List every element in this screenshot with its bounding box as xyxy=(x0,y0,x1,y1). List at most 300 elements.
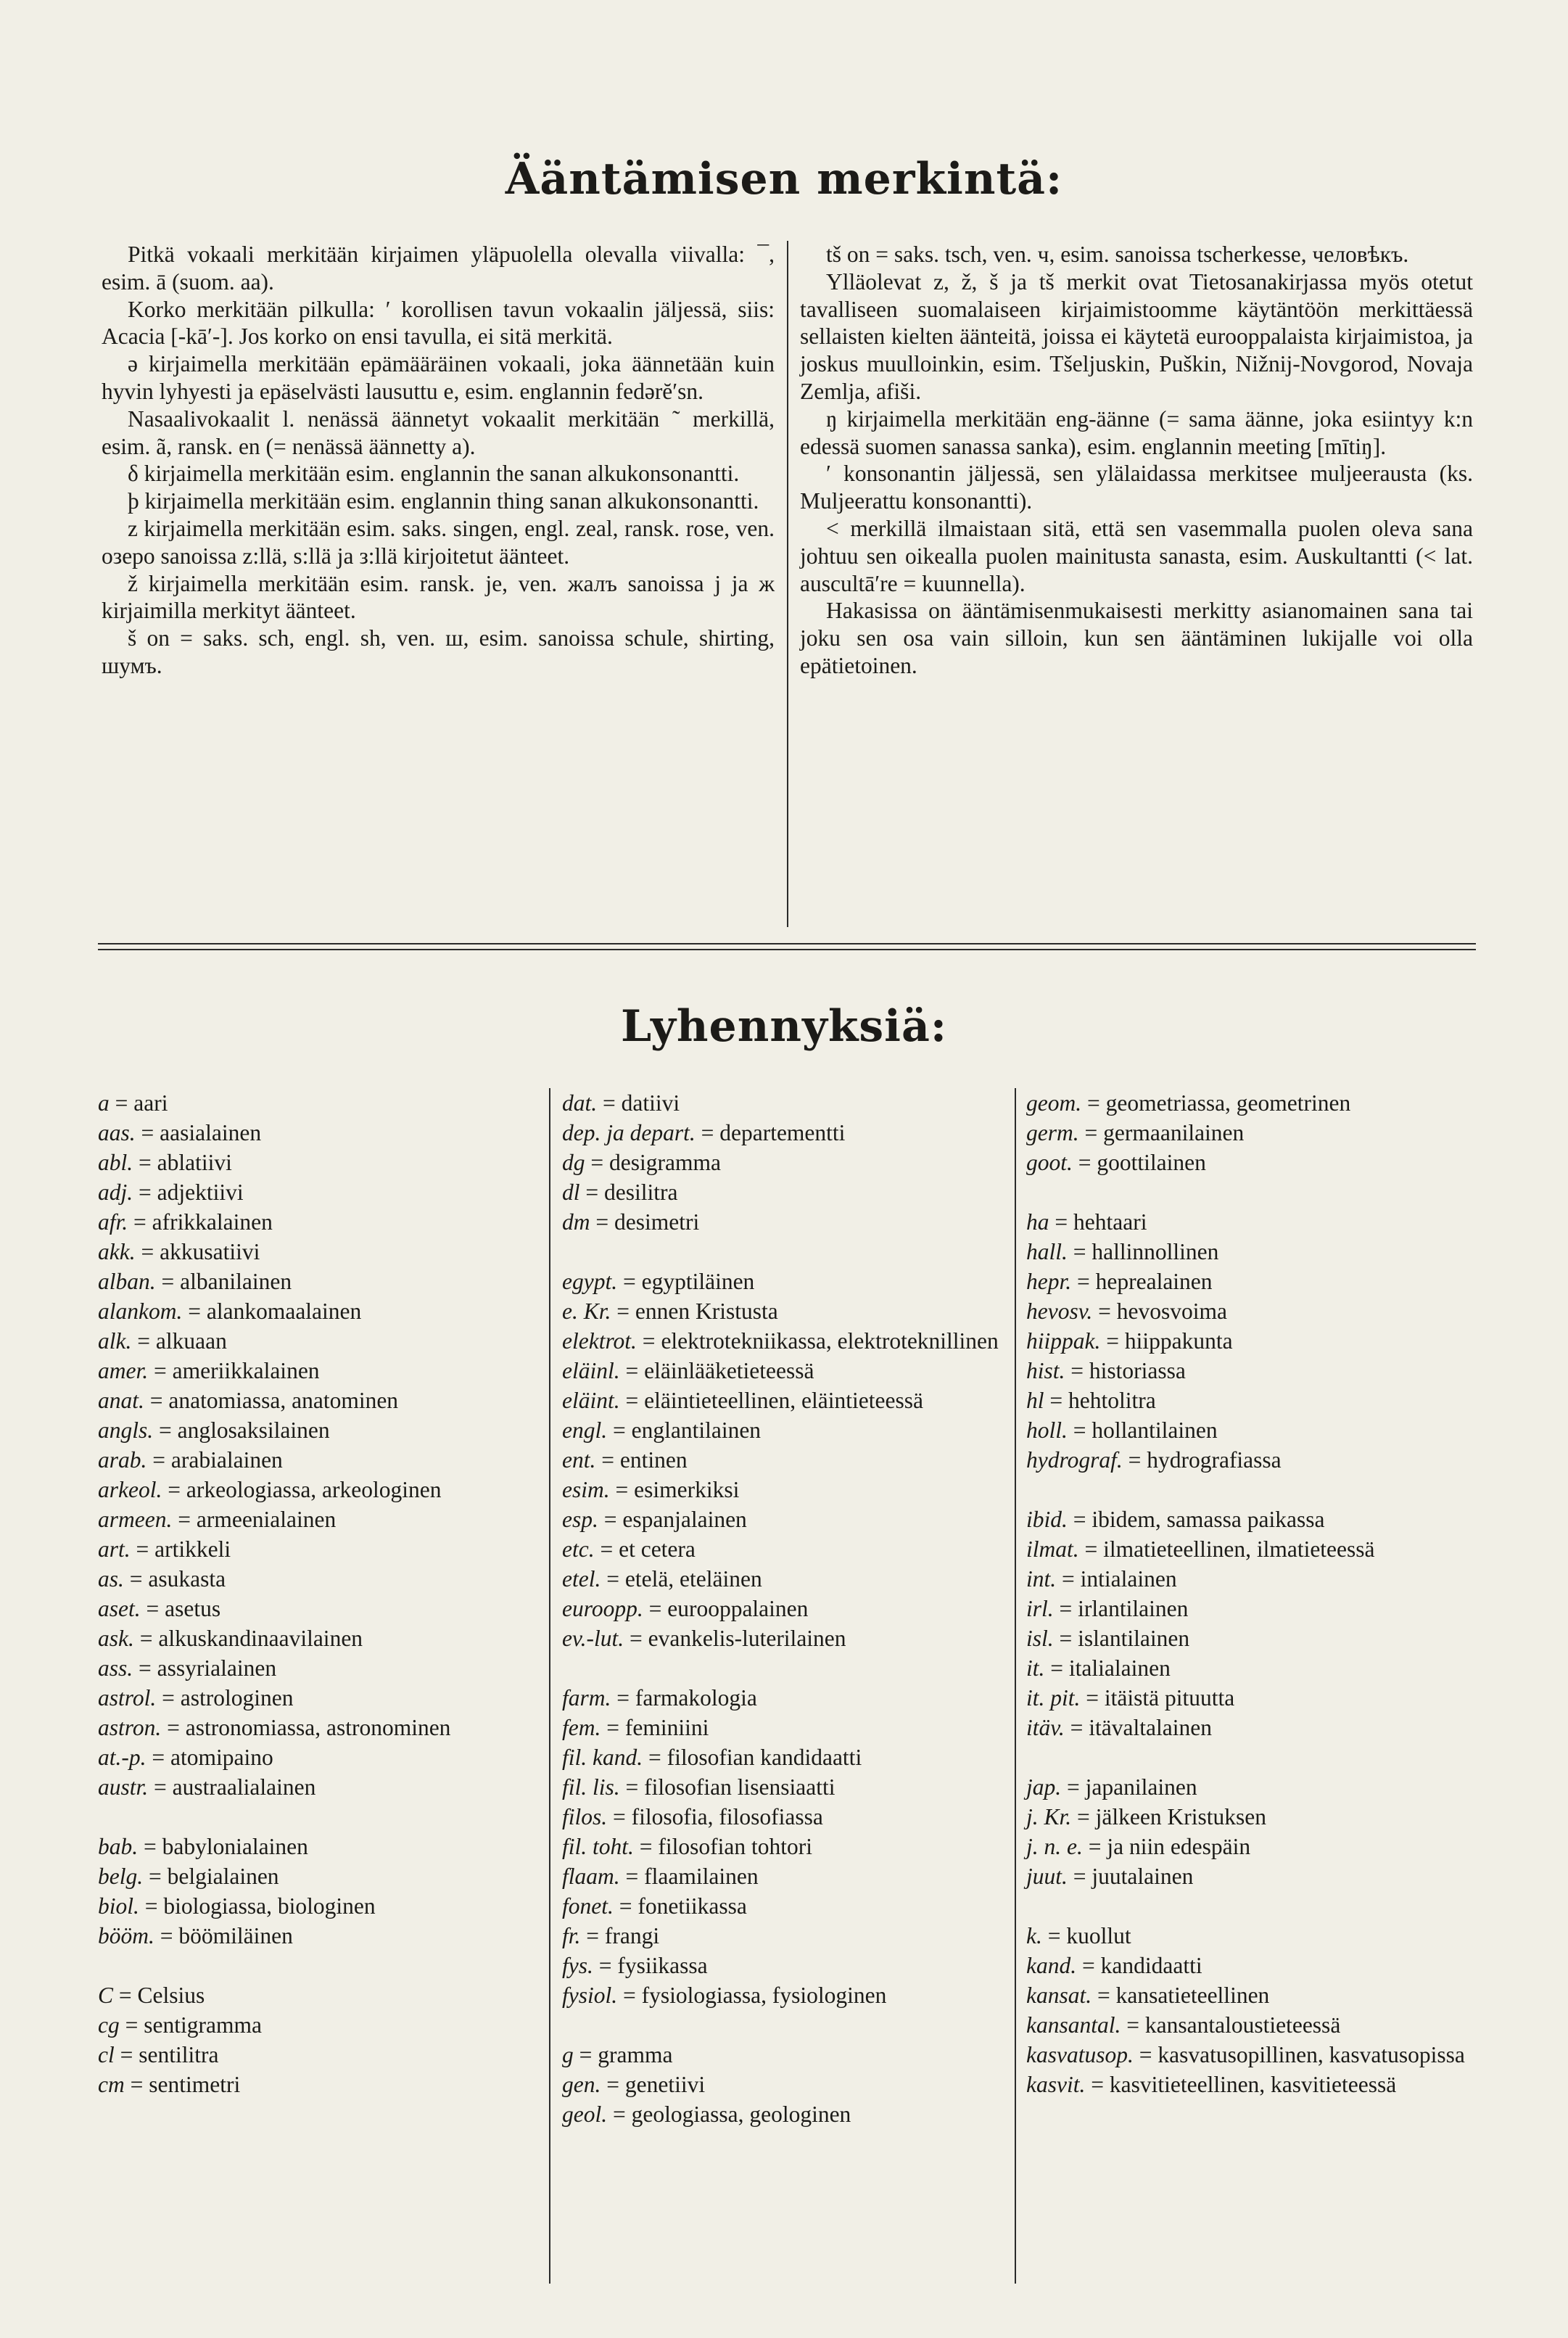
abbreviation-meaning: assyrialainen xyxy=(157,1655,277,1681)
abbreviation-meaning: hollantilainen xyxy=(1092,1417,1218,1443)
abbreviation: e. Kr. xyxy=(562,1298,611,1324)
abbreviation: kasvit. xyxy=(1026,2072,1086,2097)
abbreviation: ask. xyxy=(98,1626,134,1651)
abbreviation-meaning: kasvatusopillinen, kasvatusopissa xyxy=(1158,2042,1465,2067)
abbreviation: k. xyxy=(1026,1923,1042,1948)
abbreviation: juut. xyxy=(1026,1864,1068,1889)
equals-sign: = xyxy=(1092,1298,1117,1324)
abbreviation-meaning: filosofian tohtori xyxy=(658,1834,813,1859)
abbreviation-entry xyxy=(1026,1534,1476,1564)
abbreviation-entry xyxy=(1026,1326,1476,1356)
equals-sign: = xyxy=(1044,1388,1069,1413)
abbreviation: dm xyxy=(562,1209,590,1235)
equals-sign: = xyxy=(619,1358,645,1383)
abbreviation-meaning: atomipaino xyxy=(170,1745,273,1770)
abbreviation: astrol. xyxy=(98,1685,157,1711)
paragraph: Korko merkitään pilkulla: ′ korollisen tavun vokaalin jäljessä, siis: Acacia [-kā′-]. Jos korko on ensi tavulla, ei sitä merkitä. xyxy=(102,296,775,350)
abbreviation-entry xyxy=(1026,1832,1476,1861)
group-gap xyxy=(1026,1742,1476,1772)
abbreviation: ev.-lut. xyxy=(562,1626,624,1651)
equals-sign: = xyxy=(1044,1655,1069,1681)
abbreviation-meaning: itäistä pituutta xyxy=(1104,1685,1235,1711)
abbreviation-meaning: entinen xyxy=(619,1447,688,1473)
equals-sign: = xyxy=(128,1209,152,1235)
equals-sign: = xyxy=(643,1745,667,1770)
abbreviation-entry xyxy=(98,2070,533,2099)
abbreviation: kand. xyxy=(1026,1953,1077,1978)
abbreviation-entry xyxy=(1026,1356,1476,1386)
equals-sign: = xyxy=(607,1417,632,1443)
paragraph: ž kirjaimella merkitään esim. ransk. je, ven. жалъ sanoissa j ja ж kirjaimilla merkityt äänteet. xyxy=(102,570,775,624)
abbreviation-meaning: ablatiivi xyxy=(157,1150,232,1175)
equals-sign: = xyxy=(1121,2012,1145,2038)
abbreviation: gen. xyxy=(562,2072,601,2097)
abbreviation-meaning: armeenialainen xyxy=(196,1507,337,1532)
abbreviation-entry xyxy=(562,1356,1012,1386)
abbreviation-entry xyxy=(98,1861,533,1891)
abbreviation-meaning: alkuskandinaavilainen xyxy=(158,1626,363,1651)
abbreviation-meaning: kandidaatti xyxy=(1100,1953,1202,1978)
abbreviation-column-3 xyxy=(1026,1088,1476,2099)
equals-sign: = xyxy=(156,1685,181,1711)
equals-sign: = xyxy=(148,1774,173,1800)
abbreviation-meaning: astronomiassa, astronominen xyxy=(185,1715,451,1740)
equals-sign: = xyxy=(617,1269,642,1294)
equals-sign: = xyxy=(643,1596,668,1621)
abbreviation-meaning: farmakologia xyxy=(635,1685,757,1711)
abbreviation-entry xyxy=(562,1177,1012,1207)
equals-sign: = xyxy=(153,1417,178,1443)
abbreviation-entry xyxy=(1026,1653,1476,1683)
abbreviation-meaning: sentigramma xyxy=(144,2012,262,2038)
abbreviation-entry xyxy=(562,1594,1012,1623)
abbreviation: bööm. xyxy=(98,1923,154,1948)
equals-sign: = xyxy=(1100,1328,1125,1354)
abbreviation: alban. xyxy=(98,1269,156,1294)
abbreviation-column-1 xyxy=(98,1088,533,2099)
equals-sign: = xyxy=(585,1150,610,1175)
equals-sign: = xyxy=(695,1120,720,1145)
abbreviation-entry xyxy=(1026,1623,1476,1653)
equals-sign: = xyxy=(1071,1804,1096,1829)
pronunciation-heading: Ääntämisen merkintä: xyxy=(505,154,1063,205)
abbreviation-entry xyxy=(1026,1505,1476,1534)
equals-sign: = xyxy=(611,1298,635,1324)
abbreviation-entry xyxy=(98,2040,533,2070)
abbreviation-entry xyxy=(562,1267,1012,1296)
group-gap xyxy=(1026,1475,1476,1505)
equals-sign: = xyxy=(611,1685,635,1711)
abbreviation-entry xyxy=(1026,1713,1476,1742)
pronunciation-right-column xyxy=(800,241,1473,680)
abbreviation-entry xyxy=(1026,2070,1476,2099)
abbreviation-meaning: anglosaksilainen xyxy=(177,1417,330,1443)
equals-sign: = xyxy=(633,1834,659,1859)
abbreviation-entry xyxy=(98,1177,533,1207)
abbreviation-meaning: irlantilainen xyxy=(1078,1596,1189,1621)
abbreviation-entry xyxy=(98,1891,533,1921)
abbreviation-meaning: gramma xyxy=(598,2042,673,2067)
abbreviation: fil. kand. xyxy=(562,1745,643,1770)
abbreviation-meaning: afrikkalainen xyxy=(152,1209,273,1235)
equals-sign: = xyxy=(595,1447,620,1473)
abbreviation: cl xyxy=(98,2042,115,2067)
equals-sign: = xyxy=(146,1745,171,1770)
equals-sign: = xyxy=(601,1715,625,1740)
abbreviation-meaning: ibidem, samassa paikassa xyxy=(1092,1507,1325,1532)
abbreviation-meaning: sentilitra xyxy=(139,2042,219,2067)
abbreviation-entry xyxy=(98,1623,533,1653)
abbreviation-entry xyxy=(562,1742,1012,1772)
equals-sign: = xyxy=(1067,1507,1092,1532)
equals-sign: = xyxy=(619,1388,645,1413)
equals-sign: = xyxy=(1067,1239,1092,1264)
abbreviation: kansantal. xyxy=(1026,2012,1121,2038)
abbreviation-meaning: elektrotekniikassa, elektroteknillinen xyxy=(661,1328,999,1354)
abbreviation: flaam. xyxy=(562,1864,620,1889)
abbreviation-entry xyxy=(1026,1296,1476,1326)
abbreviation: biol. xyxy=(98,1893,139,1919)
abbreviation-entry xyxy=(562,1713,1012,1742)
abbreviation: adj. xyxy=(98,1180,133,1205)
abbreviation-meaning: arkeologiassa, arkeologinen xyxy=(186,1477,442,1502)
equals-sign: = xyxy=(619,1774,645,1800)
abbreviation-meaning: belgialainen xyxy=(167,1864,279,1889)
abbreviation-meaning: aari xyxy=(133,1090,168,1116)
abbreviation-entry xyxy=(1026,1951,1476,1980)
abbreviation-entry xyxy=(562,1326,1012,1356)
abbreviation-meaning: adjektiivi xyxy=(157,1180,244,1205)
abbreviation-meaning: fonetiikassa xyxy=(637,1893,747,1919)
abbreviation-entry xyxy=(98,1683,533,1713)
abbreviation: aas. xyxy=(98,1120,136,1145)
abbreviation-meaning: filosofian lisensiaatti xyxy=(644,1774,835,1800)
abbreviation: arab. xyxy=(98,1447,147,1473)
equals-sign: = xyxy=(1122,1447,1147,1473)
abbreviation: ass. xyxy=(98,1655,133,1681)
abbreviation-meaning: aasialainen xyxy=(160,1120,262,1145)
abbreviation-meaning: anatomiassa, anatominen xyxy=(168,1388,399,1413)
abbreviation-meaning: filosofia, filosofiassa xyxy=(631,1804,823,1829)
equals-sign: = xyxy=(131,1328,156,1354)
equals-sign: = xyxy=(1064,1715,1089,1740)
abbreviation-entry xyxy=(562,1891,1012,1921)
abbreviation-entry xyxy=(562,1980,1012,2010)
equals-sign: = xyxy=(1053,1626,1078,1651)
abbreviation: farm. xyxy=(562,1685,611,1711)
abbreviation: art. xyxy=(98,1536,131,1562)
equals-sign: = xyxy=(613,1893,638,1919)
abbreviation-meaning: kansantaloustieteessä xyxy=(1144,2012,1341,2038)
abbreviation: anat. xyxy=(98,1388,144,1413)
abbreviation: isl. xyxy=(1026,1626,1054,1651)
abbreviation-entry xyxy=(1026,1683,1476,1713)
abbreviation-meaning: hehtaari xyxy=(1073,1209,1147,1235)
abbreviation: ha xyxy=(1026,1209,1049,1235)
abbreviation: alk. xyxy=(98,1328,132,1354)
equals-sign: = xyxy=(1061,1774,1086,1800)
group-gap xyxy=(1026,1891,1476,1921)
abbreviation-meaning: itävaltalainen xyxy=(1089,1715,1212,1740)
group-gap xyxy=(98,1951,533,1980)
abbreviation-meaning: ennen Kristusta xyxy=(635,1298,778,1324)
equals-sign: = xyxy=(619,1864,645,1889)
abbreviation: cg xyxy=(98,2012,120,2038)
abbreviation-entry xyxy=(98,1921,533,1951)
equals-sign: = xyxy=(130,1536,155,1562)
abbreviation-entry xyxy=(98,1386,533,1415)
abbreviation: dl xyxy=(562,1180,580,1205)
abbreviation: hall. xyxy=(1026,1239,1068,1264)
abbreviation: kansat. xyxy=(1026,1983,1092,2008)
abbreviation-entry xyxy=(562,1534,1012,1564)
abbreviation: kasvatusop. xyxy=(1026,2042,1134,2067)
abbreviation-meaning: ilmatieteellinen, ilmatieteessä xyxy=(1103,1536,1375,1562)
abbreviation: etel. xyxy=(562,1566,601,1592)
abbreviation: ilmat. xyxy=(1026,1536,1079,1562)
abbreviation: angls. xyxy=(98,1417,154,1443)
abbreviation-entry xyxy=(1026,1415,1476,1445)
abbreviation-meaning: eurooppalainen xyxy=(667,1596,809,1621)
abbreviation: astron. xyxy=(98,1715,162,1740)
equals-sign: = xyxy=(1049,1209,1074,1235)
abbreviation: fem. xyxy=(562,1715,601,1740)
abbreviation-meaning: kuollut xyxy=(1066,1923,1131,1948)
abbreviation: goot. xyxy=(1026,1150,1073,1175)
abbreviation-meaning: alkuaan xyxy=(155,1328,227,1354)
abbreviation: geol. xyxy=(562,2102,608,2127)
equals-sign: = xyxy=(182,1298,207,1324)
equals-sign: = xyxy=(144,1388,169,1413)
equals-sign: = xyxy=(601,2072,625,2097)
abbreviation: etc. xyxy=(562,1536,595,1562)
abbreviation: at.-p. xyxy=(98,1745,147,1770)
abbreviation: euroopp. xyxy=(562,1596,643,1621)
column-divider xyxy=(549,1088,550,2284)
abbreviation: fil. toht. xyxy=(562,1834,634,1859)
abbreviation-meaning: etelä, eteläinen xyxy=(624,1566,762,1592)
section-rule xyxy=(98,949,1476,950)
abbreviation-entry xyxy=(1026,1118,1476,1148)
abbreviation: elektrot. xyxy=(562,1328,637,1354)
abbreviation-meaning: ja niin edespäin xyxy=(1107,1834,1251,1859)
abbreviation-entry xyxy=(98,2010,533,2040)
equals-sign: = xyxy=(593,1953,618,1978)
abbreviation-entry xyxy=(562,1445,1012,1475)
paragraph: < merkillä ilmaistaan sitä, että sen vasemmalla puolen oleva sana johtuu sen oikealla puolen mainitusta sanasta, esim. Auskultantti (< lat. auscultā′re = kuunnella). xyxy=(800,515,1473,596)
abbreviation-entry xyxy=(562,1802,1012,1832)
equals-sign: = xyxy=(1067,1864,1092,1889)
abbreviation-meaning: hydrografiassa xyxy=(1147,1447,1282,1473)
equals-sign: = xyxy=(1082,1834,1107,1859)
abbreviation-entry xyxy=(1026,1088,1476,1118)
equals-sign: = xyxy=(607,1804,632,1829)
abbreviation: fysiol. xyxy=(562,1983,618,2008)
abbreviation: j. n. e. xyxy=(1026,1834,1083,1859)
abbreviation-meaning: departementti xyxy=(719,1120,846,1145)
paragraph: tš on = saks. tsch, ven. ч, esim. sanoissa tscherkesse, человѣкъ. xyxy=(826,242,1409,267)
abbreviation: fonet. xyxy=(562,1893,614,1919)
abbreviation-meaning: historiassa xyxy=(1089,1358,1186,1383)
abbreviation: akk. xyxy=(98,1239,136,1264)
abbreviation-meaning: egyptiläinen xyxy=(641,1269,755,1294)
abbreviation: abl. xyxy=(98,1150,133,1175)
abbreviation-meaning: feminiini xyxy=(624,1715,709,1740)
group-gap xyxy=(1026,1177,1476,1207)
abbreviation-meaning: germaanilainen xyxy=(1103,1120,1245,1145)
abbreviation: esim. xyxy=(562,1477,610,1502)
equals-sign: = xyxy=(1078,1120,1104,1145)
abbreviation: fr. xyxy=(562,1923,581,1948)
abbreviation: dep. ja depart. xyxy=(562,1120,696,1145)
abbreviation-entry xyxy=(562,1832,1012,1861)
abbreviation-entry xyxy=(562,2070,1012,2099)
equals-sign: = xyxy=(1056,1566,1081,1592)
abbreviation-meaning: hiippakunta xyxy=(1124,1328,1233,1354)
abbreviation-entry xyxy=(562,1951,1012,1980)
equals-sign: = xyxy=(1081,1090,1106,1116)
abbreviation: hl xyxy=(1026,1388,1044,1413)
abbreviation-entry xyxy=(98,1713,533,1742)
abbreviation: hiippak. xyxy=(1026,1328,1101,1354)
equals-sign: = xyxy=(162,1477,186,1502)
abbreviation-meaning: juutalainen xyxy=(1092,1864,1194,1889)
abbreviation: belg. xyxy=(98,1864,144,1889)
abbreviation-entry xyxy=(98,1832,533,1861)
abbreviation-meaning: frangi xyxy=(604,1923,660,1948)
equals-sign: = xyxy=(1092,1983,1116,2008)
abbreviation-entry xyxy=(562,1148,1012,1177)
abbreviation-meaning: arabialainen xyxy=(170,1447,283,1473)
abbreviation-entry xyxy=(1026,1207,1476,1237)
abbreviation: hevosv. xyxy=(1026,1298,1093,1324)
abbreviation: alankom. xyxy=(98,1298,183,1324)
abbreviation-meaning: alankomaalainen xyxy=(206,1298,362,1324)
equals-sign: = xyxy=(143,1864,168,1889)
group-gap xyxy=(98,1802,533,1832)
abbreviation-entry xyxy=(562,2099,1012,2129)
abbreviation: irl. xyxy=(1026,1596,1054,1621)
abbreviation-entry xyxy=(98,1148,533,1177)
abbreviation-entry xyxy=(1026,1148,1476,1177)
equals-sign: = xyxy=(1076,1953,1101,1978)
abbreviation-meaning: espanjalainen xyxy=(622,1507,747,1532)
abbreviation: dat. xyxy=(562,1090,598,1116)
equals-sign: = xyxy=(161,1715,186,1740)
equals-sign: = xyxy=(1072,1150,1097,1175)
abbreviation-meaning: japanilainen xyxy=(1085,1774,1197,1800)
equals-sign: = xyxy=(133,1626,159,1651)
abbreviation-entry xyxy=(562,1386,1012,1415)
abbreviation-meaning: hevosvoima xyxy=(1116,1298,1227,1324)
abbreviation-meaning: albanilainen xyxy=(180,1269,292,1294)
abbreviation-meaning: asukasta xyxy=(148,1566,226,1592)
abbreviation: holl. xyxy=(1026,1417,1068,1443)
abbreviation: itäv. xyxy=(1026,1715,1065,1740)
abbreviation: j. Kr. xyxy=(1026,1804,1072,1829)
abbreviation-entry xyxy=(98,1237,533,1267)
abbreviation-meaning: astrologinen xyxy=(180,1685,294,1711)
abbreviation: C xyxy=(98,1983,114,2008)
abbreviation-meaning: datiivi xyxy=(621,1090,680,1116)
abbreviation-entry xyxy=(562,1088,1012,1118)
abbreviation-entry xyxy=(1026,1445,1476,1475)
abbreviation-entry xyxy=(562,1772,1012,1802)
equals-sign: = xyxy=(109,1090,134,1116)
abbreviation: hydrograf. xyxy=(1026,1447,1123,1473)
abbreviation-entry xyxy=(98,1356,533,1386)
abbreviation-meaning: jälkeen Kristuksen xyxy=(1095,1804,1266,1829)
abbreviation-entry xyxy=(562,1415,1012,1445)
abbreviation-meaning: esimerkiksi xyxy=(634,1477,740,1502)
abbreviation-meaning: kansatieteellinen xyxy=(1115,1983,1270,2008)
equals-sign: = xyxy=(124,2072,149,2097)
abbreviation-meaning: geologiassa, geologinen xyxy=(631,2102,851,2127)
abbreviation-meaning: flaamilainen xyxy=(644,1864,759,1889)
abbreviation: g xyxy=(562,2042,574,2067)
abbreviation: egypt. xyxy=(562,1269,618,1294)
section-rule xyxy=(98,943,1476,944)
abbreviation: germ. xyxy=(1026,1120,1079,1145)
abbreviation-entry xyxy=(98,1475,533,1505)
abbreviation-meaning: genetiivi xyxy=(624,2072,706,2097)
abbreviation-entry xyxy=(562,1623,1012,1653)
abbreviation-entry xyxy=(1026,1386,1476,1415)
abbreviation-entry xyxy=(562,1564,1012,1594)
abbreviation-meaning: fysiikassa xyxy=(617,1953,708,1978)
abbreviation-meaning: intialainen xyxy=(1080,1566,1177,1592)
abbreviation: amer. xyxy=(98,1358,149,1383)
equals-sign: = xyxy=(601,1566,625,1592)
abbreviation-entry xyxy=(98,1534,533,1564)
abbreviation-entry xyxy=(562,1921,1012,1951)
abbreviation-meaning: englantilainen xyxy=(631,1417,762,1443)
abbreviation-meaning: akkusatiivi xyxy=(160,1239,260,1264)
abbreviation-entry xyxy=(98,1505,533,1534)
column-divider xyxy=(1015,1088,1016,2284)
group-gap xyxy=(562,1237,1012,1267)
abbreviation-meaning: eläintieteellinen, eläintieteessä xyxy=(644,1388,923,1413)
abbreviation-meaning: böömiläinen xyxy=(178,1923,293,1948)
abbreviation-entry xyxy=(98,1296,533,1326)
abbreviation-meaning: islantilainen xyxy=(1078,1626,1190,1651)
equals-sign: = xyxy=(1078,1536,1104,1562)
abbreviation-entry xyxy=(98,1267,533,1296)
abbreviation-entry xyxy=(98,1594,533,1623)
equals-sign: = xyxy=(598,1507,623,1532)
column-divider xyxy=(787,241,788,927)
paragraph: Ylläolevat z, ž, š ja tš merkit ovat Tietosanakirjassa myös otetut tavalliseen suomalaiseen kirjaimistoomme käytäntöön merkittäessä sellaisten kielten äänteitä, joissa ei käytetä eurooppalaista kirjaimistoa, ja joskus muulloinkin, esim. Tšeljuskin, Puškin, Nižnij-Novgorod, Novaja Zemlja, afiši. xyxy=(800,268,1473,404)
equals-sign: = xyxy=(154,1923,179,1948)
abbreviation-entry xyxy=(1026,1980,1476,2010)
paragraph: δ kirjaimella merkitään esim. englannin the sanan alkukonsonantti. xyxy=(128,461,740,487)
equals-sign: = xyxy=(123,1566,149,1592)
abbreviation-entry xyxy=(98,1980,533,2010)
equals-sign: = xyxy=(155,1269,181,1294)
abbreviation: ent. xyxy=(562,1447,596,1473)
abbreviation-meaning: eläinlääketieteessä xyxy=(644,1358,814,1383)
paragraph: Pitkä vokaali merkitään kirjaimen yläpuolella olevalla viivalla: ¯, esim. ā (suom. aa). xyxy=(102,242,775,295)
equals-sign: = xyxy=(1071,1269,1096,1294)
abbreviation-entry xyxy=(562,2040,1012,2070)
abbreviations-heading: Lyhennyksiä: xyxy=(621,1001,947,1052)
equals-sign: = xyxy=(609,1477,635,1502)
equals-sign: = xyxy=(597,1090,622,1116)
abbreviation-meaning: filosofian kandidaatti xyxy=(667,1745,862,1770)
abbreviation-entry xyxy=(562,1118,1012,1148)
equals-sign: = xyxy=(148,1358,173,1383)
abbreviation-entry xyxy=(98,1445,533,1475)
